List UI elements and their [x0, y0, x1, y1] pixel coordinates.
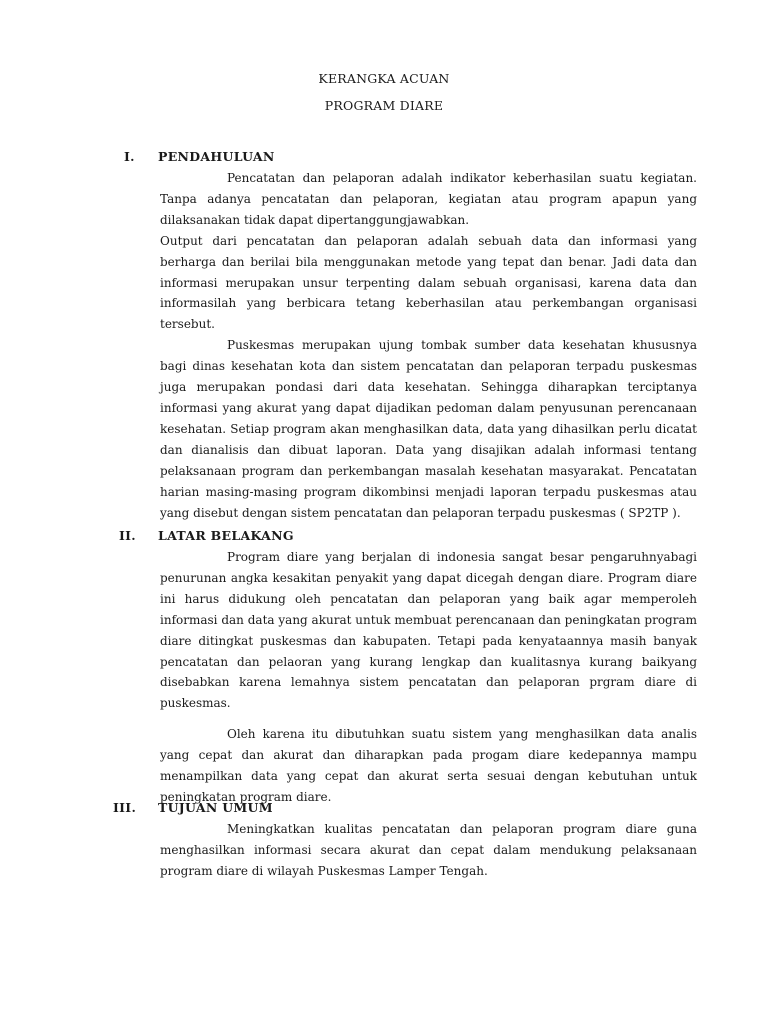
section-number: II.: [119, 528, 136, 543]
section-title: PENDAHULUAN: [158, 149, 275, 164]
document-title: KERANGKA ACUAN: [318, 71, 450, 86]
paragraph: Output dari pencatatan dan pelaporan adalah sebuah data dan informasi yang berharga dan berilai bila menggunakan metode yang tepat dan benar. Jadi data dan informasi merupakan unsur terpenting dalam sebuah organisasi, karena data dan informasilah yang berbicara tetang keberhasilan atau perkembangan organisasi tersebut.: [160, 233, 697, 332]
paragraph: Meningkatkan kualitas pencatatan dan pelaporan program diare guna menghasilkan informasi secara akurat dan cepat dalam mendukung pelaksanaan program diare di wilayah Puskesmas Lamper Tengah.: [160, 822, 697, 878]
document-subtitle: PROGRAM DIARE: [324, 98, 444, 113]
paragraph: Oleh karena itu dibutuhkan suatu sistem yang menghasilkan data analis yang cepat dan akurat dan diharapkan pada progam diare kedepannya mampu menampilkan data yang cepat dan akurat serta sesuai dengan kebutuhan untuk peningkatan program diare.: [160, 727, 697, 804]
section-body-tujuan-umum: [160, 819, 697, 882]
section-latar-belakang: [0, 528, 768, 548]
section-heading: [0, 528, 768, 548]
paragraph: Program diare yang berjalan di indonesia sangat besar pengaruhnyabagi penurunan angka kesakitan penyakit yang dapat dicegah dengan diare. Program diare ini harus didukung oleh pencatatan dan pelaporan yang baik agar memperoleh informasi dan data yang akurat untuk membuat perencanaan dan peningkatan program diare ditingkat puskesmas dan kabupaten. Tetapi pada kenyataannya masih banyak pencatatan dan pelaoran yang kurang lengkap dan kualitasnya kurang baikyang disebabkan karena lemahnya sistem pencatatan dan pelaporan prgram diare di puskesmas.: [160, 550, 697, 711]
section-body-latar-belakang: [160, 547, 697, 808]
section-number: I.: [124, 149, 135, 164]
paragraph: Puskesmas merupakan ujung tombak sumber data kesehatan khususnya bagi dinas kesehatan kota dan sistem pencatatan dan pelaporan terpadu puskesmas juga merupakan pondasi dari data kesehatan. Sehingga diharapkan terciptanya informasi yang akurat yang dapat dijadikan pedoman dalam penyusunan perencanaan kesehatan. Setiap program akan menghasilkan data, data yang dihasilkan perlu dicatat dan dianalisis dan dibuat laporan. Data yang disajikan adalah informasi tentang pelaksanaan program dan perkembangan masalah kesehatan masyarakat. Pencatatan harian masing-masing program dikombinsi menjadi laporan terpadu puskesmas atau yang disebut dengan sistem pencatatan dan pelaporan terpadu puskesmas ( SP2TP ).: [160, 338, 697, 520]
section-title: TUJUAN UMUM: [158, 800, 273, 815]
paragraph: Pencatatan dan pelaporan adalah indikator keberhasilan suatu kegiatan. Tanpa adanya pencatatan dan pelaporan, kegiatan atau program apapun yang dilaksanakan tidak dapat dipertanggungjawabkan.: [160, 171, 697, 227]
section-tujuan-umum: [0, 800, 768, 820]
section-title: LATAR BELAKANG: [158, 528, 294, 543]
section-heading: [0, 800, 768, 820]
section-body-pendahuluan: [160, 168, 697, 523]
section-number: III.: [113, 800, 137, 815]
section-pendahuluan: [0, 149, 768, 169]
section-heading: [0, 149, 768, 169]
